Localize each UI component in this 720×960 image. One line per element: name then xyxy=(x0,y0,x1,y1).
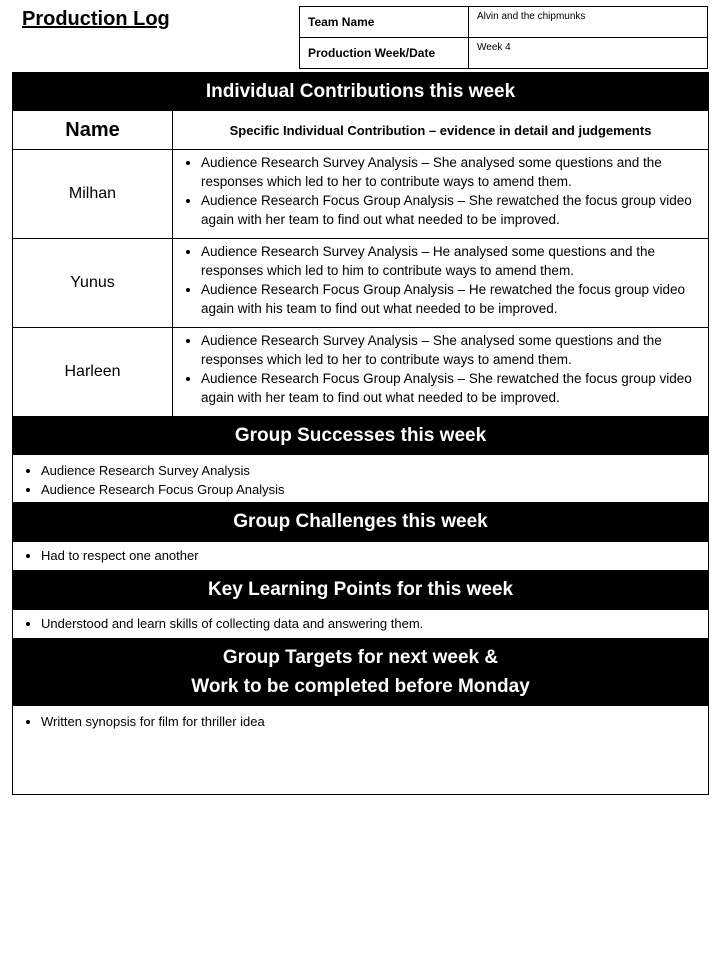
group-challenges-heading: Group Challenges this week xyxy=(13,502,708,542)
member-contribution-list[interactable] xyxy=(173,328,708,416)
team-name-label: Team Name xyxy=(300,7,469,38)
contribution-item: • Audience Research Survey Analysis – She analysed some questions and the responses which led to her to contribute ways to amend them. xyxy=(201,331,708,369)
member-row xyxy=(13,239,708,328)
group-challenges-box[interactable] xyxy=(13,542,708,570)
name-column-header: Name xyxy=(13,111,173,149)
member-name: Yunus xyxy=(13,239,173,327)
success-item: • Audience Research Survey Analysis xyxy=(41,461,708,480)
member-row xyxy=(13,328,708,416)
key-learning-box[interactable] xyxy=(13,610,708,638)
individual-contributions-heading: Individual Contributions this week xyxy=(13,73,708,111)
production-week-label: Production Week/Date xyxy=(300,38,469,69)
targets-heading-line2: Work to be completed before Monday xyxy=(191,676,530,697)
learning-item: • Understood and learn skills of collecting data and answering them. xyxy=(41,614,708,633)
contribution-item: • Audience Research Focus Group Analysis – She rewatched the focus group video again with her team to find out what needed to be improved. xyxy=(201,369,708,407)
group-targets-box[interactable] xyxy=(13,706,708,794)
group-successes-box[interactable] xyxy=(13,455,708,502)
individual-table-header xyxy=(13,111,708,150)
member-contribution-list[interactable] xyxy=(173,150,708,238)
contribution-item: • Audience Research Survey Analysis – He analysed some questions and the responses which led to him to contribute ways to amend them. xyxy=(201,242,708,280)
group-targets-heading xyxy=(13,638,708,706)
member-name: Milhan xyxy=(13,150,173,238)
challenge-item: • Had to respect one another xyxy=(41,546,708,565)
team-info-table xyxy=(299,6,708,69)
contribution-column-header: Specific Individual Contribution – evidence in detail and judgements xyxy=(229,122,652,138)
member-row xyxy=(13,150,708,239)
contribution-item: • Audience Research Focus Group Analysis – She rewatched the focus group video again with her team to find out what needed to be improved. xyxy=(201,191,708,229)
member-name: Harleen xyxy=(13,328,173,416)
target-item: • Written synopsis for film for thriller idea xyxy=(41,712,708,731)
targets-heading-line1: Group Targets for next week & xyxy=(222,647,499,668)
production-week-value[interactable]: Week 4 xyxy=(469,38,708,69)
contribution-item: • Audience Research Survey Analysis – She analysed some questions and the responses which led to her to contribute ways to amend them. xyxy=(201,153,708,191)
contribution-item: • Audience Research Focus Group Analysis – He rewatched the focus group video again with his team to find out what needed to be improved. xyxy=(201,280,708,318)
team-name-value[interactable]: Alvin and the chipmunks xyxy=(469,7,708,38)
page-title: Production Log xyxy=(22,8,170,30)
production-log-form xyxy=(12,72,709,795)
key-learning-heading: Key Learning Points for this week xyxy=(13,570,708,610)
member-contribution-list[interactable] xyxy=(173,239,708,327)
group-successes-heading: Group Successes this week xyxy=(13,416,708,455)
success-item: • Audience Research Focus Group Analysis xyxy=(41,480,708,499)
